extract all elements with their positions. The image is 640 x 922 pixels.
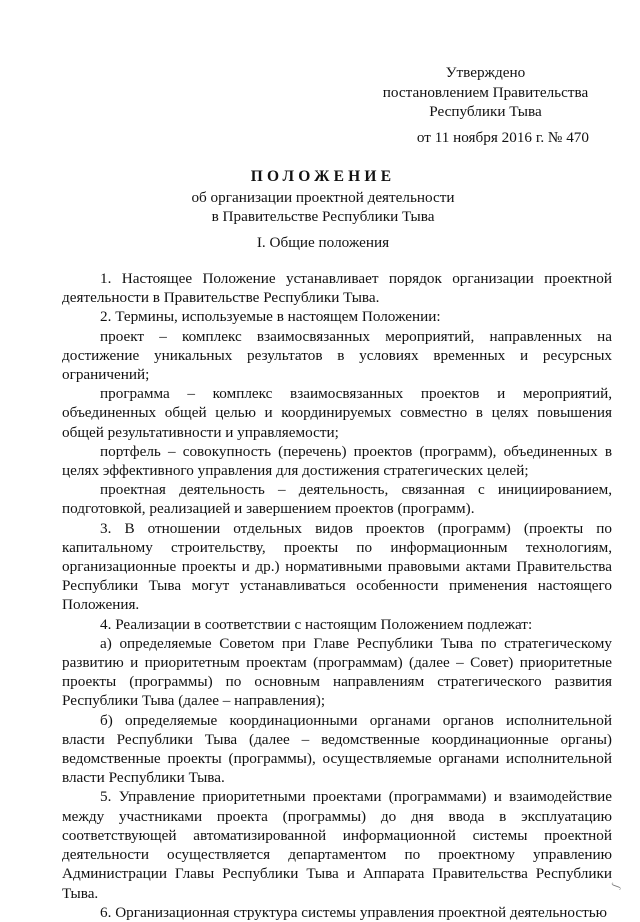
definition-program: программа – комплекс взаимосвязанных проектов и мероприятий, объединенных общей целью и координируемых совместно в целях повышения общей результативности и управляемости; [62, 385, 612, 441]
document-body [62, 269, 612, 922]
paragraph-4: 4. Реализации в соответствии с настоящим Положением подлежат: [100, 615, 533, 633]
document-title: ПОЛОЖЕНИЕ [250, 168, 396, 185]
paragraph-6: 6. Организационная структура системы управления проектной деятельностью [100, 903, 608, 921]
paragraph-4b: б) определяемые координационными органами органов исполнительной власти Республики Тыва (далее – ведомственные координационные органы) ведомственные проекты (программы), осуществляемые органами исполнительной власти Республики Тыва. [62, 711, 612, 787]
subtitle-line-2: в Правительстве Республики Тыва [211, 208, 435, 225]
paragraph-2: 2. Термины, используемые в настоящем Положении: [100, 308, 441, 326]
approval-line-approved: Утверждено [445, 64, 526, 81]
approval-line-resolution: постановлением Правительства [382, 83, 589, 101]
approval-stamp [378, 63, 593, 147]
paragraph-3: 3. В отношении отдельных видов проектов (программ) (проекты по капитальному строительству, проекты по информационным технологиям, организационные проекты и др.) нормативными правовыми актами Правительства Республики Тыва могут устанавливаться особенности применения настоящего Положения. [62, 519, 612, 614]
paragraph-4a: а) определяемые Советом при Главе Республики Тыва по стратегическому развитию и приоритетным проектам (программам) (далее – Совет) приоритетные проекты (программы) по основным направлениям стратегического развития Республики Тыва (далее – направления); [62, 634, 612, 710]
subtitle-line-1: об организации проектной деятельности [191, 189, 455, 206]
definition-project-activity: проектная деятельность – деятельность, связанная с инициированием, подготовкой, реализацией и завершением проектов (программ). [62, 481, 612, 518]
definition-portfolio: портфель – совокупность (перечень) проектов (программ), объединенных в целях эффективного управления для достижения стратегических целей; [62, 442, 612, 480]
definition-project: проект – комплекс взаимосвязанных мероприятий, направленных на достижение уникальных результатов в условиях временных и ресурсных ограничений; [62, 327, 612, 384]
document-subtitle [0, 188, 640, 226]
section-heading: I. Общие положения [256, 234, 390, 251]
paragraph-1: 1. Настоящее Положение устанавливает порядок организации проектной деятельности в Правительстве Республики Тыва. [62, 270, 612, 307]
paragraph-5: 5. Управление приоритетными проектами (программами) и взаимодействие между участниками проекта (программы) до дня ввода в эксплуатацию соответствующей автоматизированной информационной системы проектной деятельности осуществляется департаментом по проектному управлению Администрации Главы Республики Тыва и Аппарата Правительства Республики Тыва. [62, 788, 612, 902]
approval-line-republic: Республики Тыва [429, 103, 542, 120]
page-corner-mark: ʃ [609, 882, 623, 890]
approval-date: от 11 ноября 2016 г. № 470 [416, 128, 589, 146]
